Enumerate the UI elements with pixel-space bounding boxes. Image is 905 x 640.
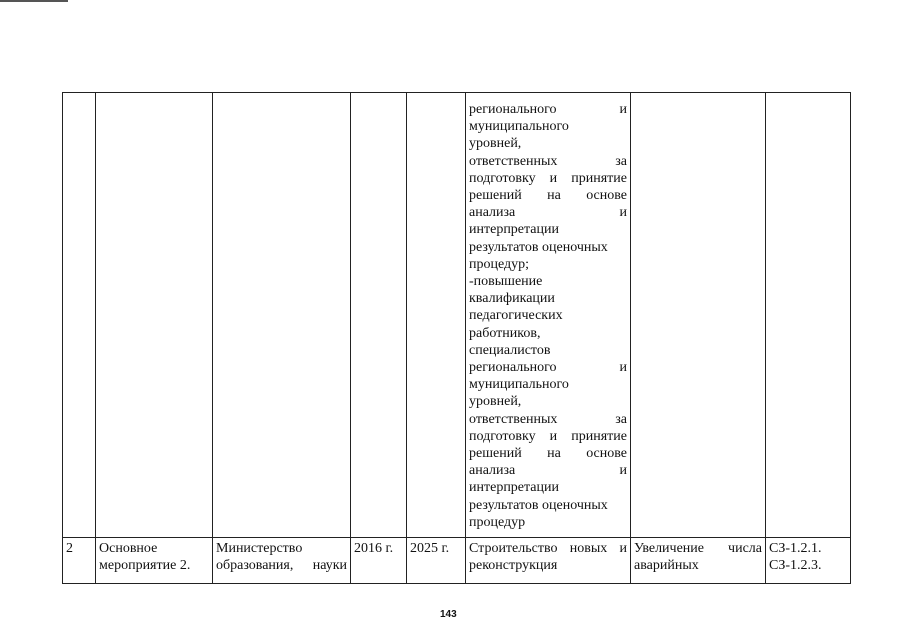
executor-line: образования, науки [216, 558, 347, 574]
description-line: Строительство новых и [469, 541, 627, 556]
cell-number [63, 538, 96, 584]
row-number: 2 [66, 541, 73, 556]
description-line: педагогических [469, 308, 563, 324]
name-line: мероприятие 2. [99, 558, 191, 574]
cell-links [766, 93, 851, 538]
description-line: уровней, [469, 394, 522, 410]
description-line: интерпретации [469, 222, 560, 238]
name-line: Основное [99, 541, 158, 556]
cell-start [351, 93, 407, 538]
description-line: решений на основе [469, 188, 627, 204]
description-line: результатов оценочных [469, 239, 608, 255]
cell-end [407, 538, 466, 584]
cell-result [631, 93, 766, 538]
cell-start [351, 538, 407, 584]
cell-executor [213, 538, 351, 584]
cell-result [631, 538, 766, 584]
executor-line: Министерство [216, 541, 303, 556]
description-line: квалификации [469, 291, 555, 307]
description-line: специалистов [469, 342, 551, 358]
cell-executor [213, 93, 351, 538]
description-line: анализа и [469, 205, 627, 221]
start-year: 2016 г. [354, 541, 394, 556]
end-year: 2025 г. [410, 541, 450, 556]
cell-links [766, 538, 851, 584]
table-row-continued [63, 93, 851, 538]
description-line: подготовку и принятие [469, 170, 627, 186]
description-line: интерпретации [469, 480, 560, 496]
description-line: -повышение [469, 274, 543, 290]
description-line: муниципального [469, 119, 569, 135]
page-number: 143 [440, 609, 457, 620]
cell-end [407, 93, 466, 538]
description-line: муниципального [469, 377, 569, 393]
link-line: СЗ-1.2.1. [769, 541, 822, 556]
cell-name [96, 93, 213, 538]
description-line: подготовку и принятие [469, 428, 627, 444]
result-line: аварийных [634, 558, 699, 574]
result-line: Увеличение числа [634, 541, 762, 556]
description-line: решений на основе [469, 446, 627, 462]
cell-name [96, 538, 213, 584]
description-line: уровней, [469, 136, 522, 152]
cell-description [466, 538, 631, 584]
header-rule [0, 0, 68, 2]
description-line: ответственных за [469, 153, 627, 169]
table-row-2 [63, 538, 851, 584]
description-line: процедур; [469, 256, 530, 272]
description-line: ответственных за [469, 411, 627, 427]
link-line: СЗ-1.2.3. [769, 558, 822, 574]
description-line: процедур [469, 514, 526, 530]
description-line: результатов оценочных [469, 497, 608, 513]
description-line: анализа и [469, 463, 627, 479]
cell-description [466, 93, 631, 538]
program-activities-table [62, 92, 851, 584]
description-line: регионального и [469, 102, 627, 117]
description-line: регионального и [469, 360, 627, 376]
description-line: работников, [469, 325, 541, 341]
description-line: реконструкция [469, 558, 558, 574]
cell-number [63, 93, 96, 538]
